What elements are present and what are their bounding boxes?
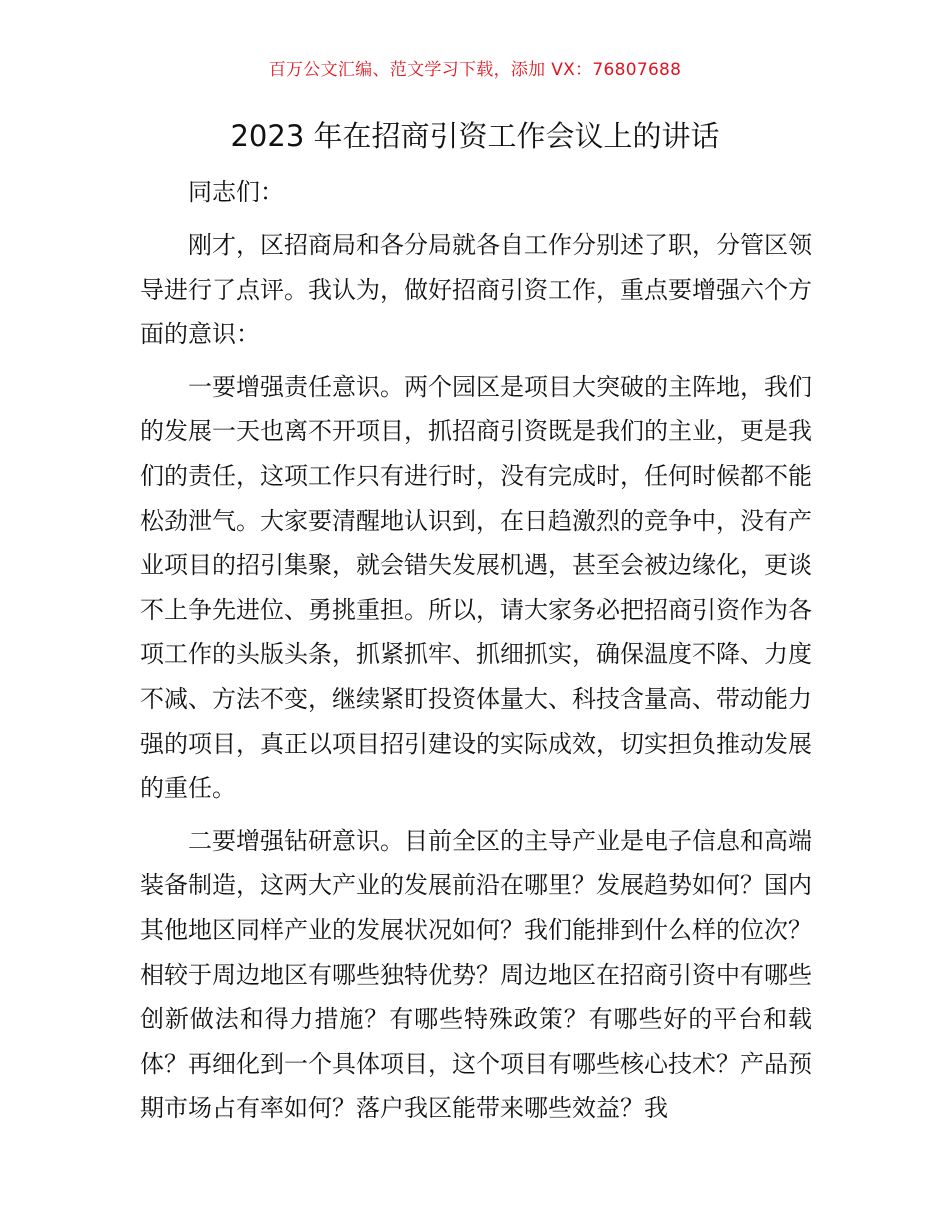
document-body <box>140 223 812 1139</box>
document-title: 2023 年在招商引资工作会议上的讲话 <box>230 119 720 153</box>
paragraph-intro: 刚才，区招商局和各分局就各自工作分别述了职，分管区领导进行了点评。我认为，做好招商引资工作，重点要增强六个方面的意识： <box>140 231 812 349</box>
watermark-header: 百万公文汇编、范文学习下载，添加 VX：76807688 <box>268 60 682 80</box>
salutation: 同志们： <box>188 178 284 206</box>
paragraph-responsibility: 一要增强责任意识。两个园区是项目大突破的主阵地，我们的发展一天也离不开项目，抓招商引资既是我们的主业，更是我们的责任，这项工作只有进行时，没有完成时，任何时候都不能松劲泄气。大家要清醒地认识到，在日趋激烈的竞争中，没有产业项目的招引集聚，就会错失发展机遇，甚至会被边缘化，更谈不上争先进位、勇挑重担。所以，请大家务必把招商引资作为各项工作的头版头条，抓紧抓牢、抓细抓实，确保温度不降、力度不减、方法不变，继续紧盯投资体量大、科技含量高、带动能力强的项目，真正以项目招引建设的实际成效，切实担负推动发展的重任。 <box>140 372 812 803</box>
paragraph-research: 二要增强钻研意识。目前全区的主导产业是电子信息和高端装备制造，这两大产业的发展前沿在哪里？发展趋势如何？国内其他地区同样产业的发展状况如何？我们能排到什么样的位次？相较于周边地区有哪些独特优势？周边地区在招商引资中有哪些创新做法和得力措施？有哪些特殊政策？有哪些好的平台和载体？再细化到一个具体项目，这个项目有哪些核心技术？产品预期市场占有率如何？落户我区能带来哪些效益？我 <box>140 826 812 1123</box>
